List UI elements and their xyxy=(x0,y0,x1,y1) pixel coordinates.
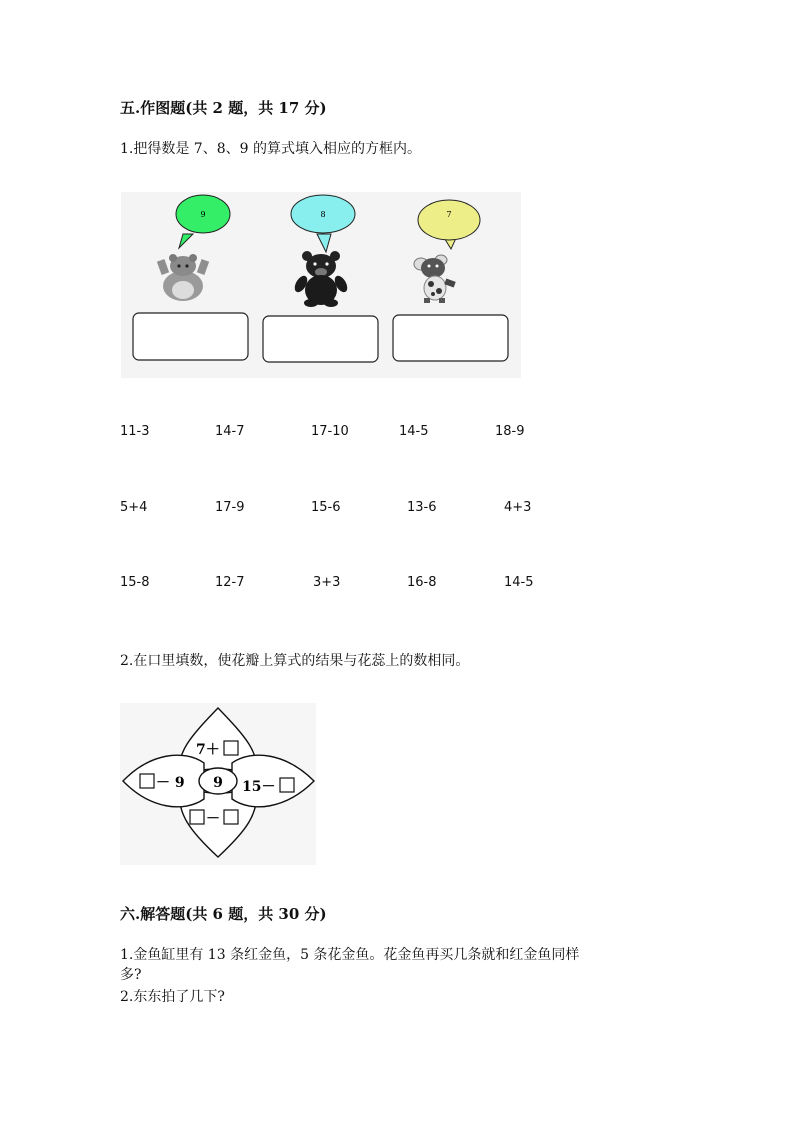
black-bear-icon xyxy=(292,251,350,307)
answer-box-7[interactable] xyxy=(393,315,508,361)
expression[interactable]: 18-9 xyxy=(495,424,525,439)
blank-box-top[interactable] xyxy=(224,741,238,755)
question-6-1-line-2: 多? xyxy=(120,967,142,983)
speech-bubble-9 xyxy=(176,195,230,248)
top-petal-expression: 7＋ xyxy=(196,742,220,758)
expression[interactable]: 14-7 xyxy=(215,424,245,439)
grey-monster-icon xyxy=(157,254,209,301)
expression[interactable]: 3+3 xyxy=(313,575,341,590)
question-6-1-line-1: 1.金鱼缸里有 13 条红金鱼，5 条花金鱼。花金鱼再买几条就和红金鱼同样 xyxy=(120,947,580,963)
speech-bubble-8 xyxy=(291,195,355,252)
answer-box-9[interactable] xyxy=(133,313,248,360)
expression[interactable]: 15-8 xyxy=(120,575,150,590)
question-5-2: 2.在口里填数，使花瓣上算式的结果与花蕊上的数相同。 xyxy=(120,653,470,669)
expression[interactable]: 17-10 xyxy=(311,424,349,439)
expression[interactable]: 14-5 xyxy=(399,424,429,439)
bubble-number-8: 8 xyxy=(320,210,326,219)
spotted-mouse-icon xyxy=(414,255,456,303)
question-6-2: 2.东东拍了几下? xyxy=(120,989,225,1005)
expression[interactable]: 15-6 xyxy=(311,500,341,515)
expression[interactable]: 17-9 xyxy=(215,500,245,515)
answer-box-8[interactable] xyxy=(263,316,378,362)
bubble-number-7: 7 xyxy=(446,210,452,219)
animals-figure xyxy=(121,192,521,378)
expression[interactable]: 5+4 xyxy=(120,500,148,515)
right-petal-expression: 15－ xyxy=(242,779,276,795)
expression[interactable]: 4+3 xyxy=(504,500,532,515)
expression[interactable]: 11-3 xyxy=(120,424,150,439)
expression[interactable]: 14-5 xyxy=(504,575,534,590)
section-6-title: 六.解答题(共 6 题，共 30 分) xyxy=(120,905,327,923)
blank-box-right[interactable] xyxy=(280,778,294,792)
flower-center-number: 9 xyxy=(213,775,223,791)
blank-box-bottom-1[interactable] xyxy=(190,810,204,824)
left-petal-expression: － 9 xyxy=(156,775,185,791)
blank-box-bottom-2[interactable] xyxy=(224,810,238,824)
blank-box-left[interactable] xyxy=(140,774,154,788)
section-5-title: 五.作图题(共 2 题，共 17 分) xyxy=(120,99,327,117)
flower-figure xyxy=(120,703,316,865)
question-5-1: 1.把得数是 7、8、9 的算式填入相应的方框内。 xyxy=(120,141,421,157)
bubble-number-9: 9 xyxy=(200,210,206,219)
expression[interactable]: 13-6 xyxy=(407,500,437,515)
bottom-petal-expression: － xyxy=(206,811,220,827)
expression[interactable]: 16-8 xyxy=(407,575,437,590)
speech-bubble-7 xyxy=(418,200,480,249)
expression[interactable]: 12-7 xyxy=(215,575,245,590)
